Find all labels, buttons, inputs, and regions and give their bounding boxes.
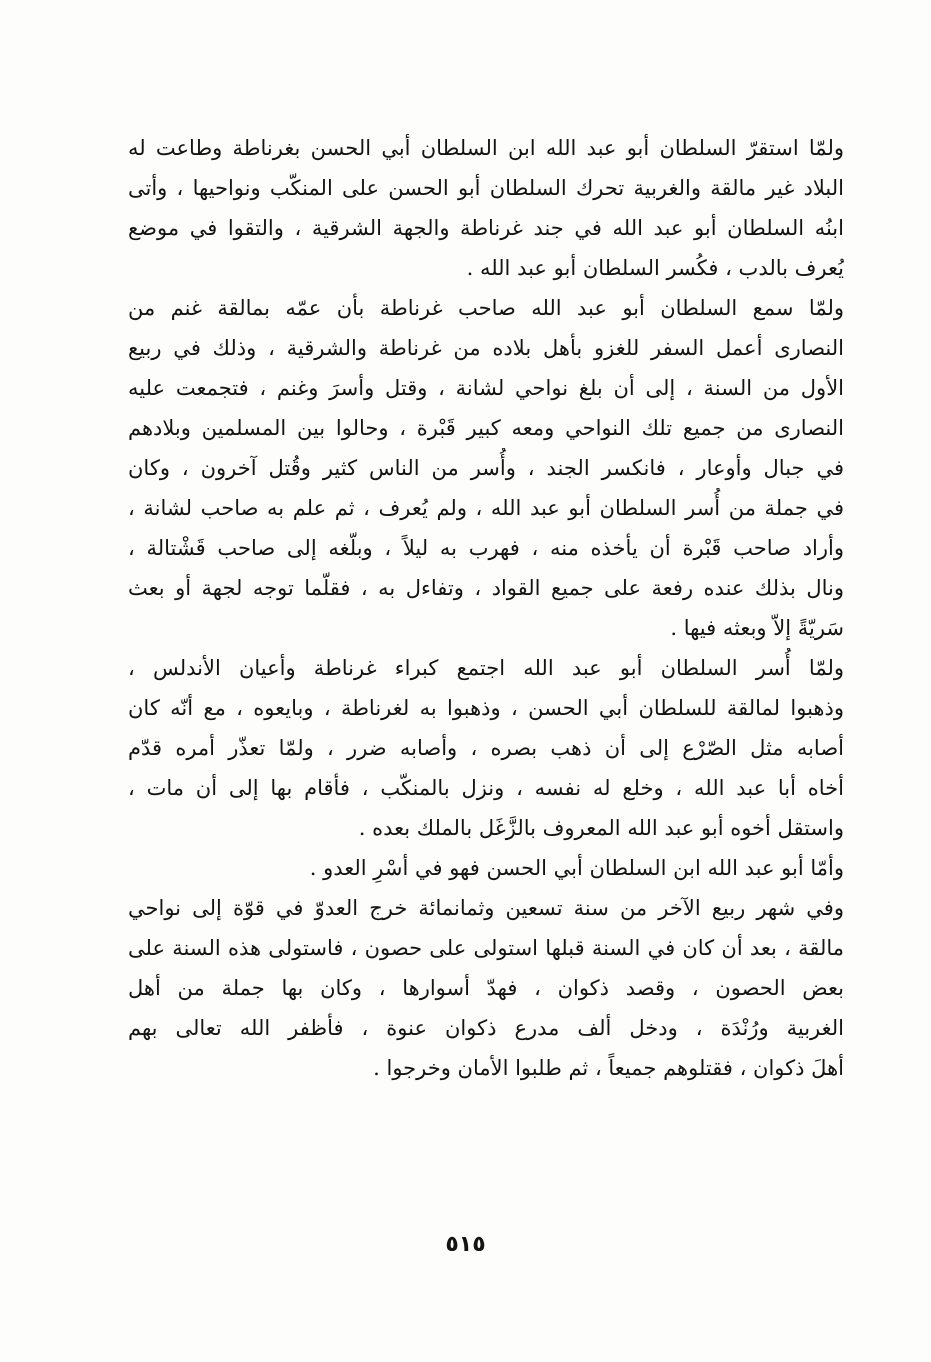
- text-line: في جبال وأوعار ، فانكسر الجند ، وأُسر من الناس كثير وقُتل آخرون ، وكان: [128, 456, 844, 480]
- text-line: في جملة من أُسر السلطان أبو عبد الله ، ولم يُعرف ، ثم علم به صاحب لشانة ،: [128, 496, 844, 520]
- body-text: [128, 128, 844, 1088]
- text-line: ولمّا استقرّ السلطان أبو عبد الله ابن السلطان أبي الحسن بغرناطة وطاعت له: [128, 136, 844, 160]
- paragraph: [128, 288, 844, 648]
- text-line: ولمّا سمع السلطان أبو عبد الله صاحب غرناطة بأن عمّه بمالقة غنم من: [128, 296, 844, 320]
- text-line: ونال بذلك عنده رفعة على جميع القواد ، وتفاءل به ، فقلّما توجه لجهة أو بعث: [128, 576, 844, 600]
- text-line: النصارى أعمل السفر للغزو بأهل بلاده من غرناطة والشرقية ، وذلك في ربيع: [128, 336, 844, 360]
- text-line: مالقة ، بعد أن كان في السنة قبلها استولى على حصون ، فاستولى هذه السنة على: [128, 936, 844, 960]
- paragraph: [128, 848, 844, 888]
- text-line: الغربية ورُنْدَة ، ودخل ألف مدرع ذكوان عنوة ، فأظفر الله تعالى بهم: [128, 1016, 844, 1040]
- text-line: بعض الحصون ، وقصد ذكوان ، فهدّ أسوارها ، وكان بها جملة من أهل: [128, 976, 844, 1000]
- text-line: واستقل أخوه أبو عبد الله المعروف بالزَّغَل بالملك بعده .: [358, 816, 844, 840]
- text-line: ولمّا أُسر السلطان أبو عبد الله اجتمع كبراء غرناطة وأعيان الأندلس ،: [128, 656, 844, 680]
- text-line: أصابه مثل الصّرْع إلى أن ذهب بصره ، وأصابه ضرر ، ولمّا تعذّر أمره قدّم: [128, 736, 844, 760]
- text-line: أهلَ ذكوان ، فقتلوهم جميعاً ، ثم طلبوا الأمان وخرجوا .: [373, 1056, 844, 1080]
- paragraph: [128, 128, 844, 288]
- text-line: وأمّا أبو عبد الله ابن السلطان أبي الحسن فهو في أسْرِ العدو .: [309, 856, 844, 880]
- text-line: وذهبوا لمالقة للسلطان أبي الحسن ، وذهبوا به لغرناطة ، وبايعوه ، مع أنّه كان: [128, 696, 844, 720]
- text-line: ابنُه السلطان أبو عبد الله في جند غرناطة والجهة الشرقية ، والتقوا في موضع: [128, 216, 844, 240]
- page-number: ٥١٥: [445, 1232, 486, 1257]
- text-line: البلاد غير مالقة والغربية تحرك السلطان أبو الحسن على المنكّب ونواحيها ، وأتى: [128, 176, 844, 200]
- text-line: وأراد صاحب قَبْرة أن يأخذه منه ، فهرب به ليلاً ، وبلّغه إلى صاحب قَشْتالة ،: [128, 536, 844, 560]
- text-line: يُعرف بالدب ، فكُسر السلطان أبو عبد الله .: [466, 256, 844, 280]
- paragraph: [128, 888, 844, 1088]
- paragraph: [128, 648, 844, 848]
- text-line: أخاه أبا عبد الله ، وخلع له نفسه ، ونزل بالمنكّب ، فأقام بها إلى أن مات ،: [128, 776, 844, 800]
- text-line: الأول من السنة ، إلى أن بلغ نواحي لشانة ، وقتل وأسرَ وغنم ، فتجمعت عليه: [128, 376, 844, 400]
- text-line: وفي شهر ربيع الآخر من سنة تسعين وثمانمائة خرج العدوّ في قوّة إلى نواحي: [128, 896, 844, 920]
- text-line: سَريّةً إلاّ وبعثه فيها .: [670, 616, 844, 640]
- text-line: النصارى من جميع تلك النواحي ومعه كبير قَبْرة ، وحالوا بين المسلمين وبلادهم: [128, 416, 844, 440]
